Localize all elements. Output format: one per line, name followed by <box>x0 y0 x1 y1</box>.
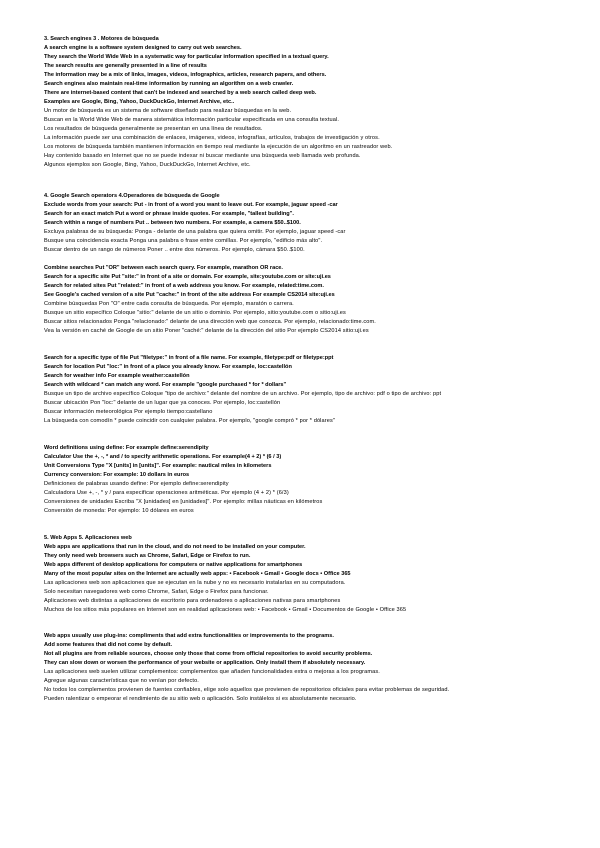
spanish-text-line: Calculadora Use +, -, * y / para especificar operaciones aritméticas. Por ejemplo (4 + 2) * (6/3) <box>44 490 289 496</box>
spanish-text-line: La información puede ser una combinación de enlaces, imágenes, videos, infografías, artículos, trabajos de investigación y otros. <box>44 135 380 141</box>
english-text-line: The information may be a mix of links, images, videos, infographics, articles, research papers, and others. <box>44 72 327 78</box>
english-text-line: They only need web browsers such as Chrome, Safari, Edge or Firefox to run. <box>44 553 251 559</box>
spanish-text-line: Aplicaciones web distintas a aplicaciones de escritorio para ordenadores o aplicaciones nativas para smartphones <box>44 598 341 604</box>
spanish-text-line: La búsqueda con comodín * puede coincidir con cualquier palabra. Por ejemplo, "google compró * por * dólares" <box>44 418 336 424</box>
english-text-line: Search for related sites Put "related:" in front of a web address you know. For example, related:time.com. <box>44 283 324 289</box>
spanish-text-line: Solo necesitan navegadores web como Chrome, Safari, Edge o Firefox para funcionar. <box>44 589 269 595</box>
english-text-line: Search for weather info For example weather:castellón <box>44 373 190 379</box>
english-text-line: Combine searches Put "OR" between each search query. For example, marathon OR race. <box>44 265 283 271</box>
spanish-text-line: Buscan en la World Wide Web de manera sistemática información particular especificada en una consulta textual. <box>44 117 340 123</box>
english-text-line: Web apps usually use plug-ins: compliments that add extra functionalities or improvements to the programs. <box>44 633 334 639</box>
spanish-text-line: Las aplicaciones web son aplicaciones que se ejecutan en la nube y no es necesario instalarlas en su computadora. <box>44 580 346 586</box>
section-search-engines <box>44 35 564 170</box>
spanish-text-line: Agregue algunas características que no venían por defecto. <box>44 678 199 684</box>
english-text-line: Calculator Use the +, -, * and / to specify arithmetic operations. For example(4 + 2) * (6 / 3) <box>44 454 282 460</box>
english-text-line: Web apps are applications that run in the cloud, and do not need to be installed on your computer. <box>44 544 306 550</box>
spanish-text-line: Muchos de los sitios más populares en Internet son en realidad aplicaciones web: • Facebook • Gmail • Documentos de Google • Office 365 <box>44 607 407 613</box>
spanish-text-line: Las aplicaciones web suelen utilizar complementos: complementos que añaden funcionalidades extra o mejoras a los programas. <box>44 669 380 675</box>
spanish-text-line: Buscar dentro de un rango de números Poner .. entre dos números. Por ejemplo, cámara $50..$100. <box>44 247 305 253</box>
english-text-line: They can slow down or worsen the performance of your website or application. Only install them if absolutely necessary. <box>44 660 366 666</box>
section-plugins <box>44 632 564 704</box>
section-heading: 3. Search engines 3 . Motores de búsqueda <box>44 36 159 42</box>
spanish-text-line: Pueden ralentizar o empeorar el rendimiento de su sitio web o aplicación. Solo instálelos si es absolutamente necesario. <box>44 696 357 702</box>
english-text-line: Unit Conversions Type "X [units] in [units]". For example: nautical miles in kilometers <box>44 463 272 469</box>
english-text-line: See Google's cached version of a site Put "cache:" in front of the site address For example CS2014 site:uji.es <box>44 292 335 298</box>
english-text-line: Web apps different of desktop applications for computers or native applications for smartphones <box>44 562 303 568</box>
spanish-text-line: Conversión de moneda: Por ejemplo: 10 dólares en euros <box>44 508 194 514</box>
english-text-line: Search for an exact match Put a word or phrase inside quotes. For example, "tallest building". <box>44 211 294 217</box>
section-google-operators <box>44 192 564 255</box>
english-text-line: Add some features that did not come by default. <box>44 642 173 648</box>
english-text-line: The search results are generally presented in a line of results <box>44 63 207 69</box>
spanish-text-line: Busque un tipo de archivo específico Coloque "tipo de archivo:" delante del nombre de un archivo. Por ejemplo, tipo de archivo: pdf o tipo de archivo: ppt <box>44 391 442 397</box>
english-text-line: Search with wildcard * can match any word. For example "google purchased * for * dollars" <box>44 382 287 388</box>
spanish-text-line: Busque un sitio específico Coloque "sitio:" delante de un sitio o dominio. Por ejemplo, sitio:youtube.com o sitio:uji.es <box>44 310 346 316</box>
english-text-line: Many of the most popular sites on the Internet are actually web apps: • Facebook • Gmail • Google docs • Office 365 <box>44 571 351 577</box>
spanish-text-line: Los motores de búsqueda también mantienen información en tiempo real mediante la ejecución de un algoritmo en un rastreador web. <box>44 144 393 150</box>
english-text-line: Not all plugins are from reliable sources, choose only those that come from official repositories to avoid security problems. <box>44 651 373 657</box>
english-text-line: Search engines also maintain real-time information by running an algorithm on a web crawler. <box>44 81 294 87</box>
spanish-text-line: Conversiones de unidades Escriba "X [unidades] en [unidades]". Por ejemplo: millas náuticas en kilómetros <box>44 499 323 505</box>
english-text-line: Currency conversion: For example: 10 dollars in euros <box>44 472 190 478</box>
section-combine-searches <box>44 264 564 336</box>
spanish-text-line: No todos los complementos provienen de fuentes confiables, elige solo aquellos que provienen de repositorios oficiales para evitar problemas de seguridad. <box>44 687 450 693</box>
spanish-text-line: Vea la versión en caché de Google de un sitio Poner "caché:" delante de la dirección del sitio Por ejemplo CS2014 sitio:uji.es <box>44 328 369 334</box>
english-text-line: Word definitions using define: For example define:serendipity <box>44 445 209 451</box>
english-text-line: Exclude words from your search: Put - in front of a word you want to leave out. For example, jaguar speed -car <box>44 202 338 208</box>
section-definitions-calculator <box>44 444 564 516</box>
spanish-text-line: Hay contenido basado en Internet que no se puede indexar ni buscar mediante una búsqueda web llamada web profunda. <box>44 153 361 159</box>
section-heading: 5. Web Apps 5. Aplicaciones web <box>44 535 132 541</box>
spanish-text-line: Buscar información meteorológica Por ejemplo tiempo:castellano <box>44 409 213 415</box>
spanish-text-line: Combine búsquedas Pon "O" entre cada consulta de búsqueda. Por ejemplo, maratón o carrera. <box>44 301 294 307</box>
english-text-line: Examples are Google, Bing, Yahoo, DuckDuckGo, Internet Archive, etc.. <box>44 99 235 105</box>
spanish-text-line: Buscar ubicación Pon "loc:" delante de un lugar que ya conoces. Por ejemplo, loc:castellón <box>44 400 281 406</box>
english-text-line: Search within a range of numbers Put .. between two numbers. For example, a camera $50..$100. <box>44 220 301 226</box>
spanish-text-line: Algunos ejemplos son Google, Bing, Yahoo, DuckDuckGo, Internet Archive, etc. <box>44 162 251 168</box>
spanish-text-line: Un motor de búsqueda es un sistema de software diseñado para realizar búsquedas en la web. <box>44 108 292 114</box>
spanish-text-line: Los resultados de búsqueda generalmente se presentan en una línea de resultados. <box>44 126 263 132</box>
section-file-location-search <box>44 354 564 426</box>
english-text-line: Search for location Put "loc:" in front of a place you already know. For example, loc:castellón <box>44 364 292 370</box>
spanish-text-line: Excluya palabras de su búsqueda: Ponga - delante de una palabra que quiera omitir. Por ejemplo, jaguar speed -car <box>44 229 346 235</box>
spanish-text-line: Buscar sitios relacionados Ponga "relacionado:" delante de una dirección web que conozca. Por ejemplo, relacionado:time.com. <box>44 319 376 325</box>
english-text-line: They search the World Wide Web in a systematic way for particular information specified in a textual query. <box>44 54 329 60</box>
english-text-line: A search engine is a software system designed to carry out web searches. <box>44 45 242 51</box>
english-text-line: There are internet-based content that can't be indexed and searched by a web search called deep web. <box>44 90 317 96</box>
english-text-line: Search for a specific type of file Put "filetype:" in front of a file name. For example, filetype:pdf or filetype:ppt <box>44 355 334 361</box>
spanish-text-line: Definiciones de palabras usando define: Por ejemplo define:serendipity <box>44 481 229 487</box>
spanish-text-line: Busque una coincidencia exacta Ponga una palabra o frase entre comillas. Por ejemplo, "edificio más alto". <box>44 238 323 244</box>
section-heading: 4. Google Search operators 4.Operadores de búsqueda de Google <box>44 193 220 199</box>
english-text-line: Search for a specific site Put "site:" in front of a site or domain. For example, site:youtube.com or site:uji.es <box>44 274 331 280</box>
section-web-apps <box>44 534 564 615</box>
